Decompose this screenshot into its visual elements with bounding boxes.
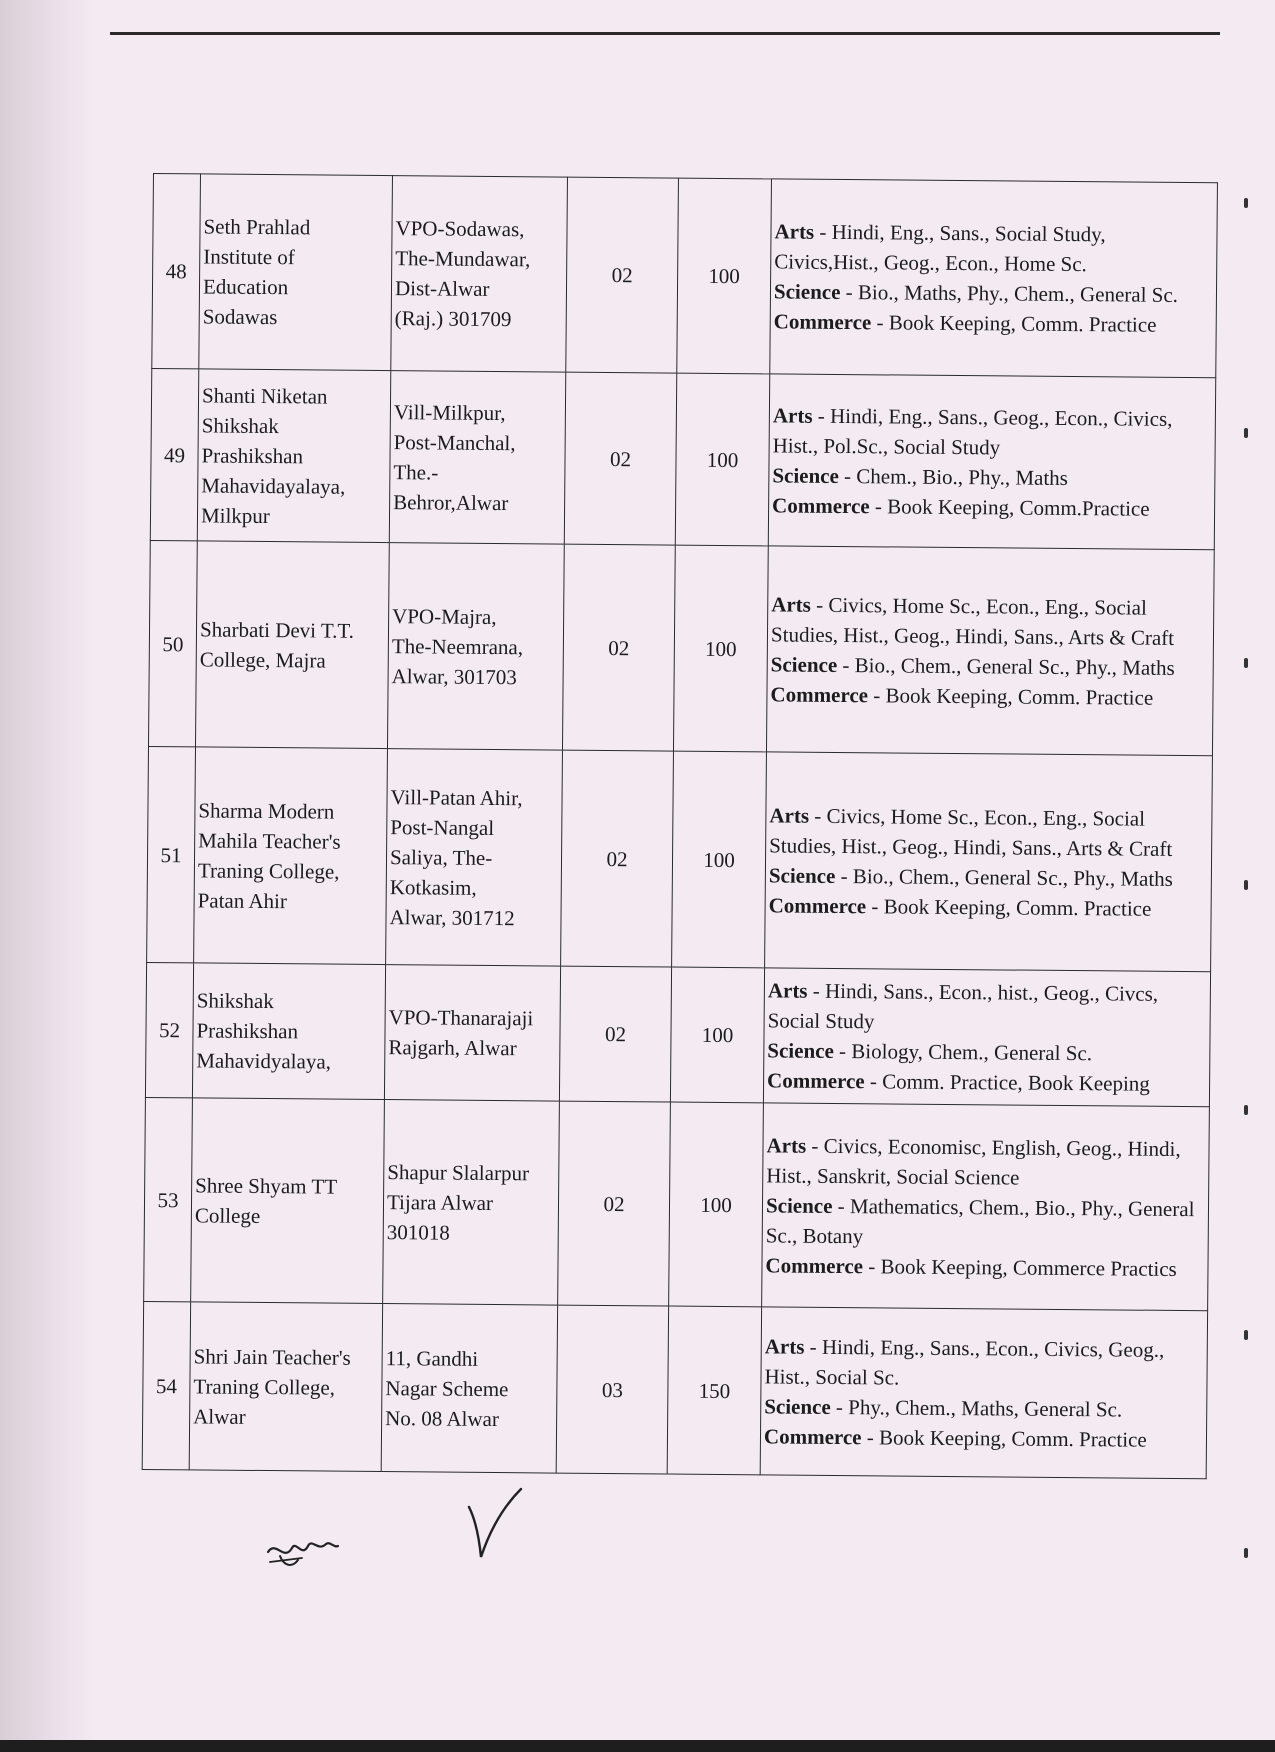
margin-mark <box>1244 1330 1248 1340</box>
subjects-cell <box>765 752 1213 972</box>
serial-number-cell: 48 <box>152 174 201 369</box>
subjects-cell <box>770 179 1218 378</box>
address-line: Behror,Alwar <box>393 489 509 515</box>
subject-stream <box>766 1190 1206 1254</box>
subject-stream <box>767 975 1207 1039</box>
stream-label: Commerce <box>773 309 872 335</box>
stream-label: Commerce <box>765 1252 864 1278</box>
stream-subjects: - Bio., Chem., General Sc., Phy., Maths <box>842 652 1175 680</box>
college-name-line: College, Majra <box>199 646 326 673</box>
table-row <box>147 746 1213 971</box>
college-name-cell <box>199 174 393 371</box>
serial-number-cell: 52 <box>145 962 193 1097</box>
college-name-line: Traning College, <box>197 857 340 884</box>
stream-label: Arts <box>769 802 810 828</box>
stream-label: Science <box>765 1192 833 1218</box>
college-name-cell <box>194 747 388 965</box>
address-cell <box>383 1100 560 1306</box>
stream-label: Commerce <box>767 1068 865 1094</box>
address-cell <box>389 371 565 545</box>
subject-stream <box>774 276 1213 310</box>
college-name-line: Shanti Niketan <box>201 382 328 409</box>
seats-cell: 100 <box>677 178 772 374</box>
stream-label: Arts <box>767 978 808 1003</box>
subject-stream <box>766 1130 1206 1194</box>
stream-label: Arts <box>771 591 812 617</box>
address-line: VPO-Sodawas, <box>395 216 525 242</box>
stream-subjects: - Bio., Maths, Phy., Chem., General Sc. <box>845 280 1179 307</box>
margin-mark <box>1244 428 1248 438</box>
units-cell: 02 <box>564 372 676 545</box>
subject-stream <box>767 1035 1206 1069</box>
margin-mark <box>1244 1105 1248 1115</box>
subject-stream <box>769 860 1208 894</box>
seats-cell: 100 <box>672 751 767 968</box>
seats-cell: 100 <box>669 1102 764 1307</box>
signature-icon <box>262 1522 342 1572</box>
address-line: Alwar, 301703 <box>391 663 517 689</box>
subject-stream <box>773 400 1213 464</box>
margin-mark <box>1244 198 1248 208</box>
subjects-cell <box>763 968 1210 1107</box>
stream-subjects: - Book Keeping, Comm. Practice <box>871 893 1152 921</box>
address-line: Tijara Alwar <box>386 1189 494 1215</box>
address-cell <box>386 749 563 967</box>
seats-cell: 100 <box>673 545 768 752</box>
units-cell: 02 <box>559 966 671 1102</box>
college-table <box>142 173 1218 1479</box>
stream-subjects: - Civics, Home Sc., Econ., Eng., Social Studies, Hist., Geog., Hindi, Sans., Arts & Craft <box>769 803 1173 861</box>
stream-subjects: - Chem., Bio., Phy., Maths <box>844 463 1069 490</box>
subject-stream <box>764 1391 1203 1425</box>
margin-mark <box>1244 658 1248 668</box>
table-row <box>142 1301 1207 1478</box>
stream-label: Science <box>767 1038 834 1063</box>
subjects-cell <box>766 546 1214 756</box>
seats-cell: 100 <box>670 967 764 1103</box>
stream-subjects: - Hindi, Eng., Sans., Social Study, Civics,Hist., Geog., Econ., Home Sc. <box>774 219 1106 277</box>
address-line: No. 08 Alwar <box>385 1405 499 1431</box>
college-name-cell <box>195 541 389 749</box>
subject-stream <box>772 460 1211 494</box>
subject-stream <box>772 490 1211 524</box>
subject-stream <box>767 1065 1206 1099</box>
table-row <box>145 962 1210 1106</box>
address-line: (Raj.) 301709 <box>394 306 512 332</box>
stream-label: Commerce <box>772 492 870 518</box>
address-line: Post-Nangal <box>390 814 495 840</box>
college-name-line: Mahavidyalaya, <box>196 1048 332 1074</box>
stream-label: Arts <box>764 1333 805 1359</box>
seats-cell: 100 <box>675 373 769 546</box>
address-line: Rajgarh, Alwar <box>388 1035 517 1061</box>
address-line: Post-Manchal, <box>393 429 516 455</box>
seats-cell: 150 <box>667 1306 761 1475</box>
stream-subjects: - Biology, Chem., General Sc. <box>838 1039 1093 1066</box>
college-name-line: Prashikshan <box>196 1018 299 1044</box>
address-line: Dist-Alwar <box>394 276 490 301</box>
college-name-line: Shikshak <box>196 988 274 1014</box>
stream-subjects: - Bio., Chem., General Sc., Phy., Maths <box>840 863 1174 891</box>
stream-subjects: - Book Keeping, Comm. Practice <box>866 1424 1147 1452</box>
college-name-cell <box>191 1098 385 1304</box>
address-line: The.- <box>393 459 439 485</box>
college-name-line: Traning College, <box>193 1373 336 1400</box>
subject-stream <box>774 216 1214 280</box>
address-line: Shapur Slalarpur <box>387 1159 530 1185</box>
serial-number-cell: 51 <box>147 746 196 962</box>
stream-subjects: - Book Keeping, Comm. Practice <box>876 310 1157 337</box>
margin-mark <box>1244 880 1248 890</box>
stream-label: Arts <box>766 1132 807 1158</box>
address-line: VPO-Thanarajaji <box>388 1005 534 1031</box>
stream-label: Commerce <box>768 892 867 918</box>
stream-subjects: - Mathematics, Chem., Bio., Phy., General Sc., Botany <box>765 1193 1195 1248</box>
address-line: Nagar Scheme <box>385 1375 509 1401</box>
stream-label: Commerce <box>770 681 869 707</box>
address-cell <box>384 965 560 1102</box>
college-name-line: College <box>194 1202 261 1228</box>
college-name-line: Shikshak <box>201 412 279 438</box>
college-name-cell <box>192 963 385 1100</box>
stream-subjects: - Book Keeping, Commerce Practics <box>868 1253 1177 1281</box>
stream-subjects: - Hindi, Eng., Sans., Econ., Civics, Geog., Hist., Social Sc. <box>764 1334 1165 1390</box>
stream-subjects: - Civics, Home Sc., Econ., Eng., Social Studies, Hist., Geog., Hindi, Sans., Arts & Craft <box>770 592 1175 650</box>
subject-stream <box>774 306 1213 340</box>
stream-label: Arts <box>774 219 815 244</box>
subjects-cell <box>760 1307 1207 1479</box>
stream-label: Commerce <box>763 1423 862 1449</box>
stream-label: Arts <box>772 402 813 428</box>
table-body <box>142 174 1217 1479</box>
address-line: 11, Gandhi <box>385 1345 479 1371</box>
subjects-cell <box>768 374 1215 550</box>
address-line: The-Neemrana, <box>391 633 524 659</box>
units-cell: 03 <box>556 1305 668 1474</box>
stream-subjects: - Civics, Economisc, English, Geog., Hindi, Hist., Sanskrit, Social Science <box>766 1133 1181 1190</box>
margin-mark <box>1244 1548 1248 1558</box>
address-cell <box>387 543 564 751</box>
address-cell <box>381 1304 557 1474</box>
address-line: 301018 <box>386 1219 450 1245</box>
address-line: Saliya, The- <box>389 844 493 870</box>
subject-stream <box>765 1250 1204 1284</box>
units-cell: 02 <box>566 177 679 373</box>
college-name-line: Institute of <box>203 244 295 270</box>
subject-stream <box>769 890 1208 924</box>
college-name-cell <box>189 1302 382 1472</box>
serial-number-cell: 49 <box>150 368 198 540</box>
units-cell: 02 <box>562 544 675 751</box>
college-name-line: Milkpur <box>200 502 270 528</box>
subjects-cell <box>762 1103 1210 1311</box>
stream-label: Science <box>773 279 841 305</box>
units-cell: 02 <box>558 1101 671 1306</box>
college-name-line: Seth Prahlad <box>203 214 311 240</box>
college-name-line: Sodawas <box>202 304 278 330</box>
college-name-line: Shri Jain Teacher's <box>193 1343 351 1370</box>
stream-label: Science <box>768 862 836 888</box>
address-line: Vill-Patan Ahir, <box>390 784 523 810</box>
college-name-cell <box>197 369 390 543</box>
stream-subjects: - Hindi, Sans., Econ., hist., Geog., Civcs, Social Study <box>767 978 1159 1034</box>
subject-stream <box>769 800 1209 864</box>
college-name-line: Prashikshan <box>201 442 304 468</box>
subject-stream <box>771 589 1211 653</box>
address-line: VPO-Majra, <box>392 603 497 629</box>
table-row <box>144 1097 1210 1310</box>
address-line: Vill-Milkpur, <box>393 399 506 425</box>
serial-number-cell: 53 <box>144 1097 193 1301</box>
stream-subjects: - Phy., Chem., Maths, General Sc. <box>835 1394 1123 1422</box>
college-name-line: Sharbati Devi T.T. <box>199 616 355 643</box>
address-line: The-Mundawar, <box>395 246 531 272</box>
serial-number-cell: 50 <box>148 540 197 746</box>
college-name-line: Sharma Modern <box>198 797 335 824</box>
scan-shadow-left <box>0 0 95 1752</box>
table-row <box>152 174 1218 378</box>
college-name-line: Patan Ahir <box>197 887 288 913</box>
college-name-line: Education <box>202 274 289 300</box>
subject-stream <box>764 1331 1204 1395</box>
tick-mark-icon <box>465 1485 525 1565</box>
stream-label: Science <box>764 1393 831 1419</box>
subject-stream <box>770 679 1209 713</box>
scan-edge-bottom <box>0 1740 1275 1752</box>
address-line: Alwar, 301712 <box>389 904 515 930</box>
table-row <box>148 540 1214 755</box>
college-name-line: Shree Shyam TT <box>195 1172 338 1199</box>
table-row <box>150 368 1215 549</box>
stream-label: Science <box>770 651 838 677</box>
address-line: Kotkasim, <box>389 874 477 900</box>
address-cell <box>391 176 568 373</box>
stream-label: Science <box>772 462 839 488</box>
scan-edge-top <box>110 32 1220 35</box>
college-name-line: Mahila Teacher's <box>198 827 341 854</box>
stream-subjects: - Book Keeping, Comm. Practice <box>873 682 1154 710</box>
college-name-line: Mahavidayalaya, <box>201 472 346 499</box>
subject-stream <box>764 1421 1203 1455</box>
units-cell: 02 <box>561 750 674 967</box>
stream-subjects: - Comm. Practice, Book Keeping <box>869 1069 1150 1096</box>
subject-stream <box>771 649 1210 683</box>
college-name-line: Alwar <box>193 1403 246 1429</box>
stream-subjects: - Book Keeping, Comm.Practice <box>874 493 1150 521</box>
serial-number-cell: 54 <box>142 1301 190 1469</box>
stream-subjects: - Hindi, Eng., Sans., Geog., Econ., Civics, Hist., Pol.Sc., Social Study <box>772 403 1173 459</box>
